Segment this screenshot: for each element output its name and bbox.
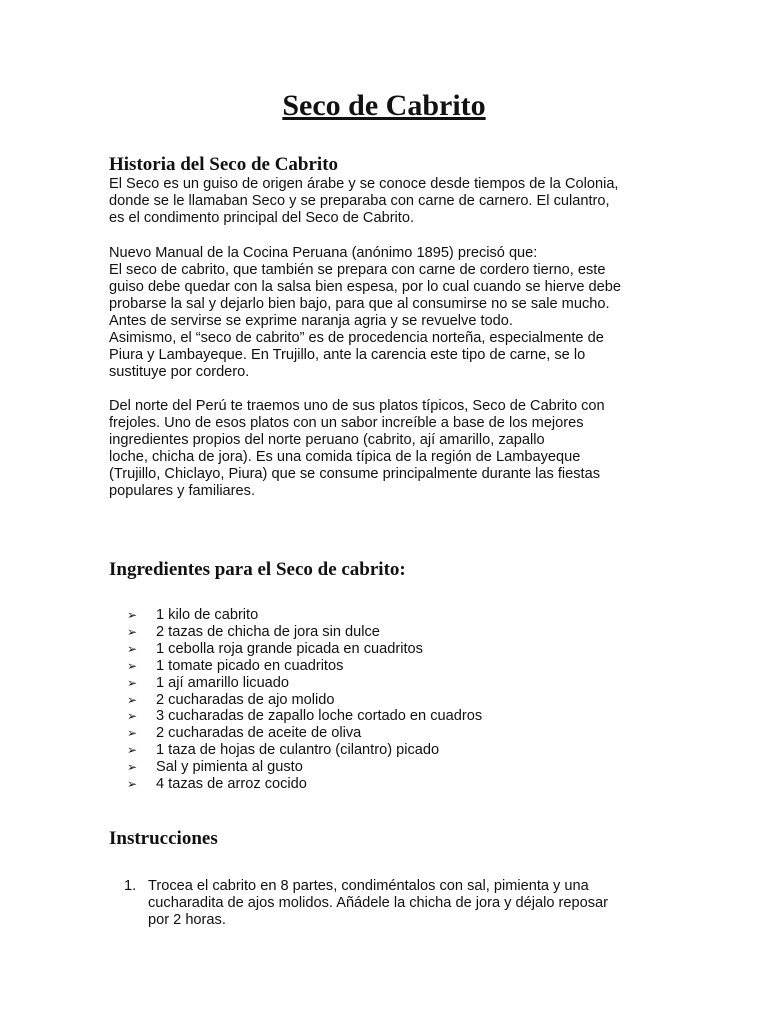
step-text xyxy=(148,878,608,929)
arrow-bullet-icon: ➢ xyxy=(127,608,138,622)
arrow-bullet-icon: ➢ xyxy=(127,675,138,690)
arrow-bullet-icon: ➢ xyxy=(127,777,138,792)
ingredient-text: 1 ají amarillo licuado xyxy=(156,674,290,691)
text-line: guiso debe quedar con la salsa bien espesa, por lo cual cuando se hierve debe xyxy=(109,279,621,295)
historia-heading: Historia del Seco de Cabrito xyxy=(109,154,339,175)
text-line: donde se le llamaban Seco y se preparaba con carne de carnero. El culantro, xyxy=(109,193,610,209)
list-item xyxy=(127,607,482,624)
list-item xyxy=(124,878,608,929)
arrow-bullet-icon: ➢ xyxy=(127,641,138,656)
arrow-bullet-icon: ➢ xyxy=(127,760,138,775)
list-item xyxy=(127,776,482,793)
text-line: Del norte del Perú te traemos uno de sus platos típicos, Seco de Cabrito con xyxy=(109,398,605,414)
list-item xyxy=(127,708,482,725)
text-line: por 2 horas. xyxy=(148,912,226,928)
ingredient-text: 1 tomate picado en cuadritos xyxy=(156,657,344,674)
arrow-bullet-icon: ➢ xyxy=(127,658,138,673)
ingredient-text: Sal y pimienta al gusto xyxy=(156,759,303,776)
ingredient-text: 2 tazas de chicha de jora sin dulce xyxy=(156,623,380,640)
text-line: El Seco es un guiso de origen árabe y se conoce desde tiempos de la Colonia, xyxy=(109,176,619,192)
list-item xyxy=(127,742,482,759)
instructions-list xyxy=(124,878,608,929)
text-line: Antes de servirse se exprime naranja agria y se revuelve todo. xyxy=(109,313,513,329)
ingredient-text: 1 cebolla roja grande picada en cuadritos xyxy=(156,640,423,657)
page-title: Seco de Cabrito xyxy=(282,89,486,122)
ingredient-text: 3 cucharadas de zapallo loche cortado en cuadros xyxy=(156,708,483,725)
text-line: El seco de cabrito, que también se prepara con carne de cordero tierno, este xyxy=(109,262,606,278)
text-line: Nuevo Manual de la Cocina Peruana (anónimo 1895) precisó que: xyxy=(109,245,538,261)
text-line: ingredientes propios del norte peruano (cabrito, ají amarillo, zapallo xyxy=(109,432,545,448)
historia-paragraph-1 xyxy=(109,176,649,227)
instrucciones-heading: Instrucciones xyxy=(109,828,218,849)
arrow-bullet-icon: ➢ xyxy=(127,726,138,741)
text-line: frejoles. Uno de esos platos con un sabor increíble a base de los mejores xyxy=(109,415,584,431)
text-line: populares y familiares. xyxy=(109,483,256,499)
ingredient-text: 2 cucharadas de ajo molido xyxy=(156,691,335,708)
text-line: loche, chicha de jora). Es una comida típica de la región de Lambayeque xyxy=(109,449,581,465)
text-line: es el condimento principal del Seco de Cabrito. xyxy=(109,210,415,226)
list-item xyxy=(127,759,482,776)
text-line: sustituye por cordero. xyxy=(109,364,250,380)
historia-paragraph-2 xyxy=(109,245,649,381)
list-item xyxy=(127,641,482,658)
list-item xyxy=(127,675,482,692)
text-line: Asimismo, el “seco de cabrito” es de procedencia norteña, especialmente de xyxy=(109,330,604,346)
list-item xyxy=(127,725,482,742)
ingredient-text: 1 kilo de cabrito xyxy=(156,607,259,623)
text-line: Piura y Lambayeque. En Trujillo, ante la carencia este tipo de carne, se lo xyxy=(109,347,586,363)
historia-paragraph-3 xyxy=(109,398,649,500)
ingredientes-heading: Ingredientes para el Seco de cabrito: xyxy=(109,559,406,580)
list-item xyxy=(127,692,482,709)
step-number: 1. xyxy=(124,878,137,894)
text-line: probarse la sal y dejarlo bien bajo, para que al consumirse no se sale mucho. xyxy=(109,296,610,312)
text-line: (Trujillo, Chiclayo, Piura) que se consume principalmente durante las fiestas xyxy=(109,466,601,482)
ingredient-text: 1 taza de hojas de culantro (cilantro) picado xyxy=(156,742,440,759)
ingredients-list xyxy=(127,607,482,793)
arrow-bullet-icon: ➢ xyxy=(127,692,138,707)
ingredient-text: 2 cucharadas de aceite de oliva xyxy=(156,725,362,742)
arrow-bullet-icon: ➢ xyxy=(127,624,138,639)
list-item xyxy=(127,658,482,675)
arrow-bullet-icon: ➢ xyxy=(127,709,138,724)
text-line: Trocea el cabrito en 8 partes, condiméntalos con sal, pimienta y una xyxy=(148,878,589,894)
ingredient-text: 4 tazas de arroz cocido xyxy=(156,776,307,793)
text-line: cucharadita de ajos molidos. Añádele la chicha de jora y déjalo reposar xyxy=(148,895,608,911)
list-item xyxy=(127,624,482,641)
arrow-bullet-icon: ➢ xyxy=(127,743,138,758)
